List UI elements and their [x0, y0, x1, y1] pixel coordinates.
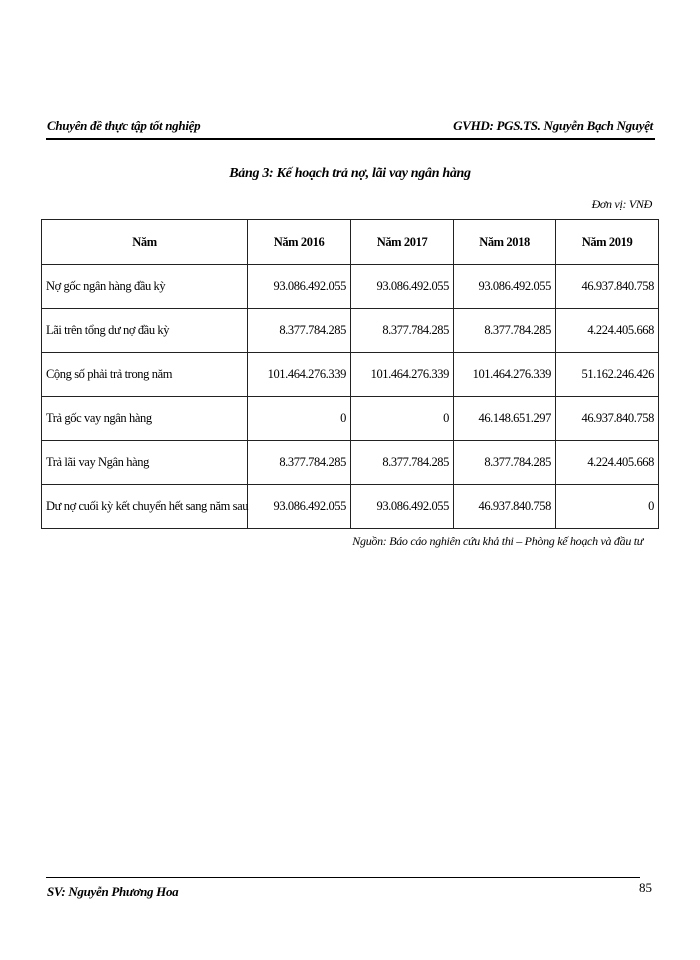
table-unit: Đơn vị: VNĐ: [591, 197, 652, 211]
table-row: [42, 265, 659, 309]
table-cell: 93.086.492.055: [248, 485, 351, 529]
table-cell: 46.148.651.297: [454, 397, 556, 441]
page-number: 85: [639, 880, 652, 895]
table-cell: 4.224.405.668: [556, 309, 659, 353]
table-title: Bảng 3: Kế hoạch trả nợ, lãi vay ngân hàng: [229, 166, 471, 181]
table-cell: 93.086.492.055: [454, 265, 556, 309]
table-cell: 8.377.784.285: [454, 309, 556, 353]
footer-divider: [46, 877, 640, 878]
column-header: Năm: [42, 220, 248, 265]
column-header: Năm 2016: [248, 220, 351, 265]
table-cell: 8.377.784.285: [351, 309, 454, 353]
table-source-note: Nguồn: Báo cáo nghiên cứu khả thi – Phòng kế hoạch và đầu tư: [352, 534, 643, 548]
table-cell: 101.464.276.339: [248, 353, 351, 397]
header-supervisor: GVHD: PGS.TS. Nguyễn Bạch Nguyệt: [453, 118, 653, 133]
table-cell: 101.464.276.339: [454, 353, 556, 397]
table-row: [42, 397, 659, 441]
table-row: [42, 485, 659, 529]
column-header: Năm 2019: [556, 220, 659, 265]
table-header-row: [42, 220, 659, 265]
row-label: Trả gốc vay ngân hàng: [42, 397, 248, 441]
row-label: Dư nợ cuối kỳ kết chuyển hết sang năm sau: [42, 485, 248, 529]
row-label: Lãi trên tổng dư nợ đầu kỳ: [42, 309, 248, 353]
table-cell: 0: [351, 397, 454, 441]
table-cell: 0: [248, 397, 351, 441]
footer-student-name: SV: Nguyễn Phương Hoa: [47, 884, 179, 899]
column-header: Năm 2018: [454, 220, 556, 265]
header-course-title: Chuyên đề thực tập tốt nghiệp: [47, 118, 201, 133]
header-divider: [46, 138, 655, 140]
table-cell: 8.377.784.285: [454, 441, 556, 485]
table-cell: 8.377.784.285: [351, 441, 454, 485]
table-cell: 51.162.246.426: [556, 353, 659, 397]
row-label: Cộng số phải trả trong năm: [42, 353, 248, 397]
table-cell: 8.377.784.285: [248, 309, 351, 353]
row-label: Nợ gốc ngân hàng đầu kỳ: [42, 265, 248, 309]
table-row: [42, 441, 659, 485]
table-cell: 46.937.840.758: [556, 265, 659, 309]
table-row: [42, 353, 659, 397]
table-row: [42, 309, 659, 353]
table-cell: 93.086.492.055: [351, 265, 454, 309]
table-cell: 93.086.492.055: [351, 485, 454, 529]
row-label: Trả lãi vay Ngân hàng: [42, 441, 248, 485]
column-header: Năm 2017: [351, 220, 454, 265]
table-cell: 0: [556, 485, 659, 529]
table-cell: 46.937.840.758: [556, 397, 659, 441]
debt-repayment-table: [41, 219, 659, 529]
table-cell: 93.086.492.055: [248, 265, 351, 309]
table-cell: 4.224.405.668: [556, 441, 659, 485]
table-cell: 8.377.784.285: [248, 441, 351, 485]
table-cell: 46.937.840.758: [454, 485, 556, 529]
table-cell: 101.464.276.339: [351, 353, 454, 397]
